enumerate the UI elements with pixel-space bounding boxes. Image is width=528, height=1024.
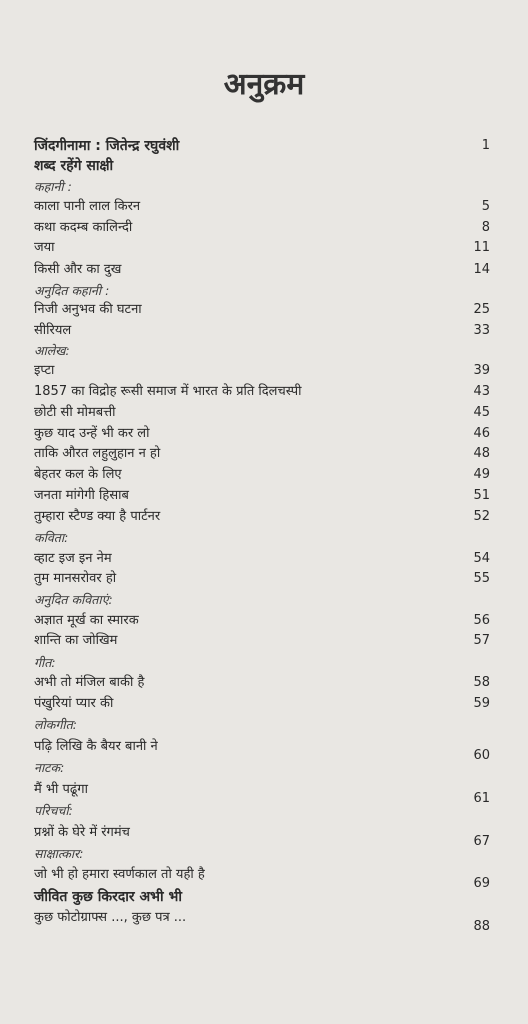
toc-page-number: 39 xyxy=(473,363,490,378)
toc-page-number: 14 xyxy=(473,262,490,277)
toc-entry-title: 1857 का विद्रोह रूसी समाज में भारत के प्रति दिलचस्पी xyxy=(34,384,302,399)
toc-entry xyxy=(34,296,490,318)
toc-entry xyxy=(34,399,490,421)
toc-entry xyxy=(34,193,490,215)
toc-page-number: 56 xyxy=(473,613,490,628)
toc-entry xyxy=(34,669,490,691)
toc-entry xyxy=(34,819,490,849)
toc-entry xyxy=(34,482,490,504)
toc-entry-title: अभी तो मंजिल बाकी है xyxy=(34,675,145,690)
toc-section-heading xyxy=(34,649,490,671)
toc-page-number: 33 xyxy=(473,323,490,338)
toc-entry xyxy=(34,904,490,934)
toc-page-number: 69 xyxy=(473,876,490,891)
page-title: अनुक्रम xyxy=(223,67,305,102)
toc-section-heading xyxy=(34,797,490,819)
toc-entry-title: व्हाट इज इन नेम xyxy=(34,551,112,566)
toc-entry-title: पढ़ि लिखि कै बैयर बानी ने xyxy=(34,739,158,754)
toc-page-number: 45 xyxy=(473,405,490,420)
toc-entry-title: कुछ याद उन्हें भी कर लो xyxy=(34,426,150,441)
toc-entry-title: जो भी हो हमारा स्वर्णकाल तो यही है xyxy=(34,867,205,882)
toc-page-number: 58 xyxy=(473,675,490,690)
toc-entry xyxy=(34,503,490,525)
toc-entry-title: कविता: xyxy=(34,530,69,545)
toc-page-number: 11 xyxy=(473,240,490,255)
toc-page-number: 61 xyxy=(473,791,490,806)
toc-page-number: 43 xyxy=(473,384,490,399)
toc-page-number: 46 xyxy=(473,426,490,441)
toc-entry xyxy=(34,214,490,236)
toc-section-heading xyxy=(34,840,490,862)
toc-entry-title: निजी अनुभव की घटना xyxy=(34,302,142,317)
toc-entry xyxy=(34,357,490,379)
toc-entry xyxy=(34,690,490,712)
toc-entry-title: आलेख: xyxy=(34,343,70,358)
toc-page-number: 49 xyxy=(473,467,490,482)
toc-entry-title: शब्द रहेंगे साक्षी xyxy=(34,158,114,174)
toc-entry-title: गीत: xyxy=(34,655,56,670)
toc-page-number: 57 xyxy=(473,633,490,648)
toc-entry xyxy=(34,152,490,174)
toc-entry-title: जया xyxy=(34,240,55,255)
toc-page-number: 5 xyxy=(481,199,490,214)
toc-entry-title: काला पानी लाल किरन xyxy=(34,199,141,214)
toc-entry xyxy=(34,545,490,567)
toc-section-heading xyxy=(34,524,490,546)
toc-entry xyxy=(34,420,490,442)
toc-entry-title: साक्षात्कार: xyxy=(34,846,84,861)
toc-entry xyxy=(34,861,490,891)
toc-page-number: 1 xyxy=(481,138,490,153)
toc-entry-title: अनुदित कहानी : xyxy=(34,283,110,298)
toc-entry-title: मैं भी पढूंगा xyxy=(34,782,88,797)
toc-page-number: 25 xyxy=(473,302,490,317)
toc-entry-title: अनुदित कविताएं: xyxy=(34,592,113,607)
toc-page-number: 67 xyxy=(473,834,490,849)
toc-entry-title: जीवित कुछ किरदार अभी भी xyxy=(34,889,182,905)
toc-entry-title: कुछ फोटोग्राफ्स ..., कुछ पत्र ... xyxy=(34,910,187,925)
toc-entry xyxy=(34,776,490,806)
toc-page-number: 54 xyxy=(473,551,490,566)
toc-page-number: 88 xyxy=(473,919,490,934)
toc-entry-title: सीरियल xyxy=(34,323,72,338)
toc-page-number: 55 xyxy=(473,571,490,586)
toc-section-heading xyxy=(34,586,490,608)
toc-entry xyxy=(34,378,490,400)
toc-entry-title: कहानी : xyxy=(34,179,72,194)
toc-entry-title: जनता मांगेगी हिसाब xyxy=(34,488,129,503)
toc-page-number: 60 xyxy=(473,748,490,763)
toc-entry xyxy=(34,733,490,763)
toc-entry-title: जिंदगीनामा : जितेन्द्र रघुवंशी xyxy=(34,138,180,154)
toc-section-heading xyxy=(34,337,490,359)
toc-entry xyxy=(34,256,490,278)
toc-entry-title: कथा कदम्ब कालिन्दी xyxy=(34,220,133,235)
toc-section-heading xyxy=(34,711,490,733)
toc-entry-title: लोकगीत: xyxy=(34,717,77,732)
toc-page-number: 48 xyxy=(473,446,490,461)
toc-entry-title: अज्ञात मूर्ख का स्मारक xyxy=(34,613,139,628)
toc-section-heading xyxy=(34,754,490,776)
toc-entry-title: परिचर्चा: xyxy=(34,803,73,818)
toc-entry-title: छोटी सी मोमबत्ती xyxy=(34,405,116,420)
toc-entry xyxy=(34,440,490,462)
toc-entry xyxy=(34,461,490,483)
toc-page-number: 8 xyxy=(481,220,490,235)
toc-entry-title: इप्टा xyxy=(34,363,55,378)
toc-entry xyxy=(34,607,490,629)
toc-entry-title: प्रश्नों के घेरे में रंगमंच xyxy=(34,825,130,840)
toc-entry-title: पंखुरियां प्यार की xyxy=(34,696,114,711)
toc-entry xyxy=(34,565,490,587)
toc-page-number: 59 xyxy=(473,696,490,711)
toc-entry-title: किसी और का दुख xyxy=(34,262,122,277)
toc-entry-title: ताकि औरत लहुलुहान न हो xyxy=(34,446,161,461)
toc-entry-title: तुम्हारा स्टैण्ड क्या है पार्टनर xyxy=(34,509,161,524)
toc-entry-title: नाटक: xyxy=(34,760,65,775)
toc-entry xyxy=(34,234,490,256)
toc-entry-title: तुम मानसरोवर हो xyxy=(34,571,117,586)
toc-entry xyxy=(34,132,490,154)
toc-entry-title: बेहतर कल के लिए xyxy=(34,467,122,482)
toc-entry-title: शान्ति का जोखिम xyxy=(34,633,118,648)
toc-page-number: 51 xyxy=(473,488,490,503)
toc-section-heading xyxy=(34,173,490,195)
toc-page-number: 52 xyxy=(473,509,490,524)
toc-entry xyxy=(34,883,490,905)
toc-entry xyxy=(34,317,490,339)
toc-entry xyxy=(34,627,490,649)
